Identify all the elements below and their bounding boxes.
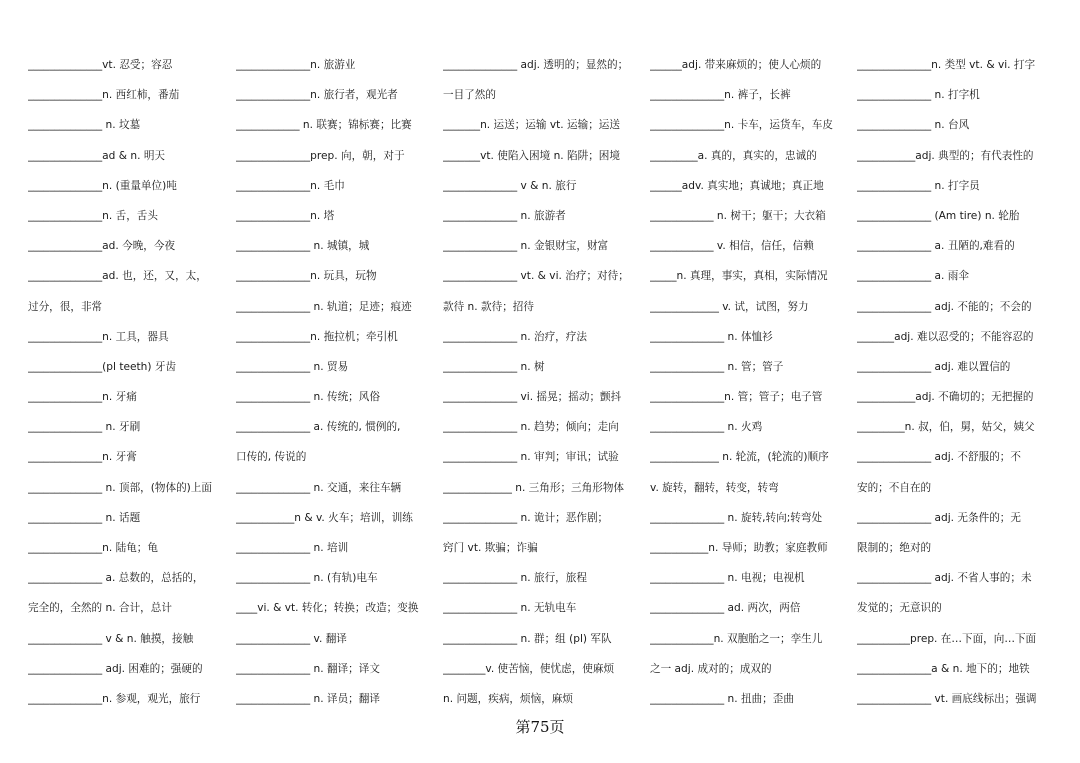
word-column-5: [857, 54, 1057, 718]
vocab-entry-line: _______n. 运送；运输 vt. 运输；运送: [443, 119, 620, 132]
vocab-entry-line: ______________ad. 今晚，今夜: [28, 240, 176, 253]
vocab-entry-line: ______________ n. 无轨电车: [443, 602, 577, 615]
vocab-entry-line: ______________ adj. 无条件的；无: [857, 511, 1021, 524]
vocab-entry-line: ______adj. 带来麻烦的；使人心烦的: [650, 59, 822, 71]
vocab-entry-line: ______________ n. 话题: [28, 511, 141, 524]
vocab-entry-line: ________v. 使苦恼，使忧虑，使麻烦: [443, 662, 615, 675]
vocab-entry-line: ______________n. (重量单位)吨: [28, 179, 177, 192]
vocab-entry-line: ______________ a. 传统的, 惯例的,: [236, 421, 401, 434]
vocab-entry-line: ______________ n. 打字员: [857, 179, 980, 192]
vocab-entry-line: ______________ n. 台风: [857, 119, 970, 132]
vocab-entry-line: ______________ n. 群；组 (pl) 军队: [443, 632, 612, 645]
vocab-entry-line: ___________adj. 不确切的；无把握的: [857, 391, 1034, 404]
vocab-entry-line: ______________ n. 树: [443, 360, 545, 373]
vocab-entry-line: ______________ n. 扭曲；歪曲: [650, 692, 794, 705]
vocab-entry-line: ______________ad & n. 明天: [28, 149, 166, 162]
vocab-entry-line: ______________ n. (有轨)电车: [236, 572, 378, 585]
vocab-entry-line: __________prep. 在…下面，向…下面: [857, 632, 1037, 645]
vocab-entry-line: ______________n. 舌，舌头: [28, 209, 158, 222]
vocab-entry-line: ______________n. 塔: [236, 209, 335, 222]
vocab-entry-line: ______________ n. 趋势；倾向；走向: [443, 421, 619, 434]
vocab-entry-line: 一目了然的: [443, 89, 496, 102]
vocab-entry-line: ______________n. 管；管子；电子管: [650, 391, 823, 404]
vocab-entry-line: ______________ n. 培训: [236, 542, 349, 554]
vocab-entry-line: ______________ n. 坟墓: [28, 119, 141, 132]
vocab-entry-line: ______________ n. 体恤衫: [650, 330, 773, 343]
word-column-2: [236, 54, 436, 718]
vocab-entry-line: ______________ n. 金银财宝，财富: [443, 240, 609, 253]
vocab-entry-line: ______________ n. 牙刷: [28, 421, 141, 434]
vocab-entry-line: ______________ a. 丑陋的,难看的: [857, 240, 1015, 253]
vocab-entry-line: ______________n. 类型 vt. & vi. 打字: [857, 59, 1036, 71]
vocab-entry-line: ______adv. 真实地；真诚地；真正地: [650, 179, 824, 192]
vocab-entry-line: ______________ (Am tire) n. 轮胎: [857, 209, 1020, 222]
vocab-entry-line: _______vt. 使陷入困境 n. 陷阱；困境: [443, 149, 620, 162]
vocab-entry-line: ______________ vi. 摇晃；摇动；颤抖: [443, 391, 622, 404]
vocab-entry-line: ______________ adj. 不省人事的；未: [857, 572, 1032, 585]
vocab-entry-line: _________a. 真的，真实的，忠诚的: [650, 149, 817, 162]
vocab-entry-line: ______________n. 玩具，玩物: [236, 270, 377, 283]
vocab-entry-line: ____________ n. 联赛；锦标赛；比赛: [236, 119, 412, 132]
vocab-entry-line: n. 问题，疾病，烦恼，麻烦: [443, 692, 573, 705]
vocab-entry-line: 口传的, 传说的: [236, 451, 307, 464]
vocab-entry-line: ______________ adj. 困难的；强硬的: [28, 662, 203, 675]
vocab-entry-line: ______________n. 参观，观光，旅行: [28, 692, 201, 705]
vocab-entry-line: 之一 adj. 成对的；成双的: [650, 662, 772, 675]
vocab-entry-line: ______________ n. 电视；电视机: [650, 572, 805, 585]
vocab-entry-line: 过分，很，非常: [28, 300, 103, 313]
page-number: 第75页: [515, 718, 565, 736]
vocab-entry-line: ______________ n. 审判；审讯；试验: [443, 451, 619, 464]
vocab-entry-line: ______________n. 牙痛: [28, 391, 137, 404]
vocab-entry-line: ______________n. 陆龟；龟: [28, 542, 158, 554]
vocab-entry-line: ______________ vt. & vi. 治疗；对待；: [443, 270, 629, 283]
vocab-entry-line: ______________ n. 轨道；足迹；痕迹: [236, 300, 412, 313]
vocab-entry-line: ______________ n. 旅游者: [443, 209, 566, 222]
vocab-entry-line: ______________ n. 传统；风俗: [236, 391, 380, 404]
vocab-entry-line: ______________prep. 向，朝，对于: [236, 149, 405, 162]
vocab-entry-line: _____________ n. 三角形；三角形物体: [443, 481, 625, 494]
vocab-entry-line: ______________n. 牙膏: [28, 451, 137, 464]
vocab-entry-line: _______adj. 难以忍受的；不能容忍的: [857, 330, 1034, 343]
vocab-entry-line: 款待 n. 款待；招待: [443, 300, 534, 313]
vocab-entry-line: ______________ad. 也，还，又，太，: [28, 270, 207, 283]
vocab-entry-line: ____________ n. 树干；躯干；大衣箱: [650, 209, 826, 222]
vocab-entry-line: ______________ v & n. 触摸，接触: [28, 632, 194, 645]
vocab-entry-line: ___________adj. 典型的；有代表性的: [857, 149, 1034, 162]
vocab-entry-line: ____________ v. 相信，信任，信赖: [650, 240, 814, 253]
vocab-entry-line: ____vi. & vt. 转化；转换；改造；变换: [236, 602, 419, 615]
word-column-1: [28, 54, 228, 718]
vocab-entry-line: ______________ n. 贸易: [236, 360, 349, 373]
vocab-entry-line: ____________n. 双胞胎之一；孪生儿: [650, 632, 823, 645]
vocab-entry-line: 安的；不自在的: [857, 481, 932, 494]
vocab-entry-line: ______________n. 裤子，长裤: [650, 89, 791, 102]
vocab-entry-line: ______________ n. 顶部，(物体的)上面: [28, 481, 212, 494]
vocab-entry-line: 完全的，全然的 n. 合计，总计: [28, 602, 172, 615]
vocab-entry-line: _____n. 真理，事实，真相，实际情况: [650, 270, 828, 283]
vocab-entry-line: ______________ ad. 两次，两倍: [650, 602, 801, 615]
vocab-entry-line: ______________vt. 忍受；容忍: [28, 59, 173, 71]
vocab-entry-line: ______________(pl teeth) 牙齿: [28, 360, 177, 373]
vocab-entry-line: ______________n. 旅游业: [236, 59, 356, 71]
vocab-entry-line: ______________ vt. 画底线标出；强调: [857, 692, 1037, 705]
vocab-entry-line: ______________n. 拖拉机；牵引机: [236, 330, 398, 343]
vocab-entry-line: v. 旋转，翻转，转变，转弯: [650, 481, 779, 494]
vocab-entry-line: ______________ n. 城镇，城: [236, 240, 370, 253]
vocab-entry-line: _____________ v. 试，试图，努力: [650, 300, 809, 313]
vocab-entry-line: ______________ v. 翻译: [236, 632, 347, 645]
vocab-entry-line: ______________ n. 管；管子: [650, 360, 784, 373]
vocab-entry-line: ______________ adj. 难以置信的: [857, 360, 1011, 373]
vocab-entry-line: ______________ n. 治疗，疗法: [443, 330, 587, 343]
vocab-entry-line: ______________ v & n. 旅行: [443, 179, 577, 192]
vocab-entry-line: ______________ a. 雨伞: [857, 270, 969, 283]
vocab-entry-line: ______________ n. 火鸡: [650, 421, 763, 434]
vocab-entry-line: 限制的；绝对的: [857, 542, 932, 554]
vocab-entry-line: ______________n. 西红柿，番茄: [28, 89, 180, 102]
vocab-entry-line: 发觉的；无意识的: [857, 602, 942, 615]
vocab-entry-line: ______________n. 工具，器具: [28, 330, 169, 343]
vocab-entry-line: ___________n & v. 火车；培训，训练: [236, 511, 413, 524]
vocab-entry-line: ______________ n. 交通，来往车辆: [236, 481, 402, 494]
vocab-entry-line: 窍门 vt. 欺骗；诈骗: [443, 542, 538, 554]
vocab-entry-line: ______________n. 旅行者，观光者: [236, 89, 398, 102]
word-column-4: [650, 54, 850, 718]
vocab-entry-line: ______________n. 卡车，运货车，车皮: [650, 119, 833, 132]
vocab-entry-line: ______________ n. 翻译；译文: [236, 662, 380, 675]
vocab-entry-line: ______________ n. 旅行，旅程: [443, 572, 587, 585]
vocab-entry-line: ______________ n. 旋转,转向;转弯处: [650, 511, 823, 524]
vocab-entry-line: ______________ n. 打字机: [857, 89, 980, 102]
vocab-entry-line: ______________ n. 诡计；恶作剧；: [443, 511, 609, 524]
vocab-entry-line: ______________n. 毛巾: [236, 179, 345, 192]
vocab-entry-line: ___________n. 导师；助教；家庭教师: [650, 542, 828, 554]
vocab-entry-line: ______________ adj. 不舒服的；不: [857, 451, 1021, 464]
vocab-entry-line: _____________ n. 轮流，(轮流的)顺序: [650, 451, 829, 464]
vocab-entry-line: ______________ adj. 不能的；不会的: [857, 300, 1032, 313]
vocab-entry-line: ______________ a. 总数的，总括的，: [28, 572, 204, 585]
vocab-entry-line: ______________a & n. 地下的；地铁: [857, 662, 1030, 675]
word-column-3: [443, 54, 643, 718]
vocab-entry-line: _________n. 叔，伯，舅，姑父，姨父: [857, 421, 1035, 434]
vocab-entry-line: ______________ adj. 透明的；显然的；: [443, 59, 629, 71]
vocab-entry-line: ______________ n. 译员；翻译: [236, 692, 380, 705]
